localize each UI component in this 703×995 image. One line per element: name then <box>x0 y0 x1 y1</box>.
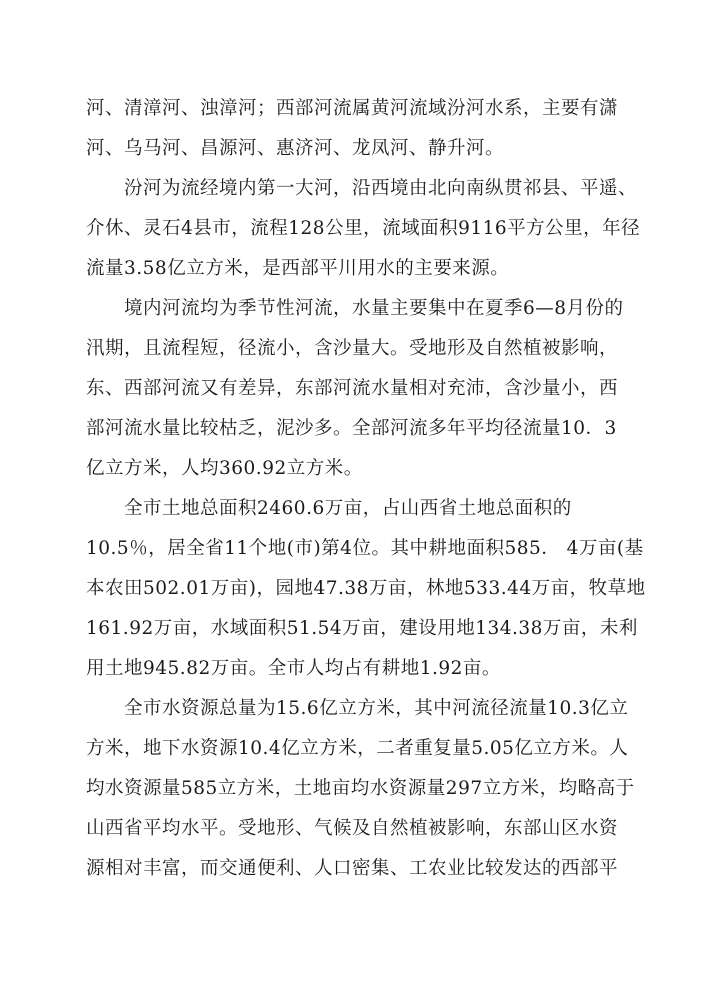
text-line: 方米，地下水资源10.4亿立方米，二者重复量5.05亿立方米。人 <box>86 738 629 759</box>
paragraph-start-line: 全市水资源总量为15.6亿立方米，其中河流径流量10.3亿立 <box>124 698 629 719</box>
text-line: 汛期，且流程短，径流小，含沙量大。受地形及自然植被影响， <box>86 338 619 359</box>
text-line: 流量3.58亿立方米，是西部平川用水的主要来源。 <box>86 258 510 279</box>
paragraph-start-line: 全市土地总面积2460.6万亩，占山西省土地总面积的 <box>124 498 572 519</box>
paragraph-start-line: 汾河为流经境内第一大河，沿西境由北向南纵贯祁县、平遥、 <box>124 178 638 199</box>
text-line: 源相对丰富，而交通便利、人口密集、工农业比较发达的西部平 <box>86 858 619 879</box>
text-line: 均水资源量585立方米，土地亩均水资源量297立方米，均略高于 <box>86 778 635 799</box>
text-line: 10.5％，居全省11个地(市)第4位。其中耕地面积585． 4万亩(基 <box>86 538 644 559</box>
paragraph-start-line: 境内河流均为季节性河流，水量主要集中在夏季6—8月份的 <box>124 298 624 319</box>
text-line: 本农田502.01万亩)，园地47.38万亩，林地533.44万亩，牧草地 <box>86 578 646 599</box>
text-line: 河、清漳河、浊漳河；西部河流属黄河流域汾河水系，主要有潇 <box>86 98 619 119</box>
text-line: 用土地945.82万亩。全市人均占有耕地1.92亩。 <box>86 658 501 679</box>
text-line: 山西省平均水平。受地形、气候及自然植被影响，东部山区水资 <box>86 818 619 839</box>
text-line: 部河流水量比较枯乏，泥沙多。全部河流多年平均径流量10．3 <box>86 418 617 439</box>
text-line: 东、西部河流又有差异，东部河流水量相对充沛，含沙量小，西 <box>86 378 619 399</box>
text-line: 介休、灵石4县市，流程128公里，流域面积9116平方公里，年径 <box>86 218 641 239</box>
text-line: 亿立方米，人均360.92立方米。 <box>86 458 363 479</box>
text-line: 161.92万亩，水域面积51.54万亩，建设用地134.38万亩，未利 <box>86 618 638 639</box>
text-line: 河、乌马河、昌源河、惠济河、龙凤河、静升河。 <box>86 138 505 159</box>
